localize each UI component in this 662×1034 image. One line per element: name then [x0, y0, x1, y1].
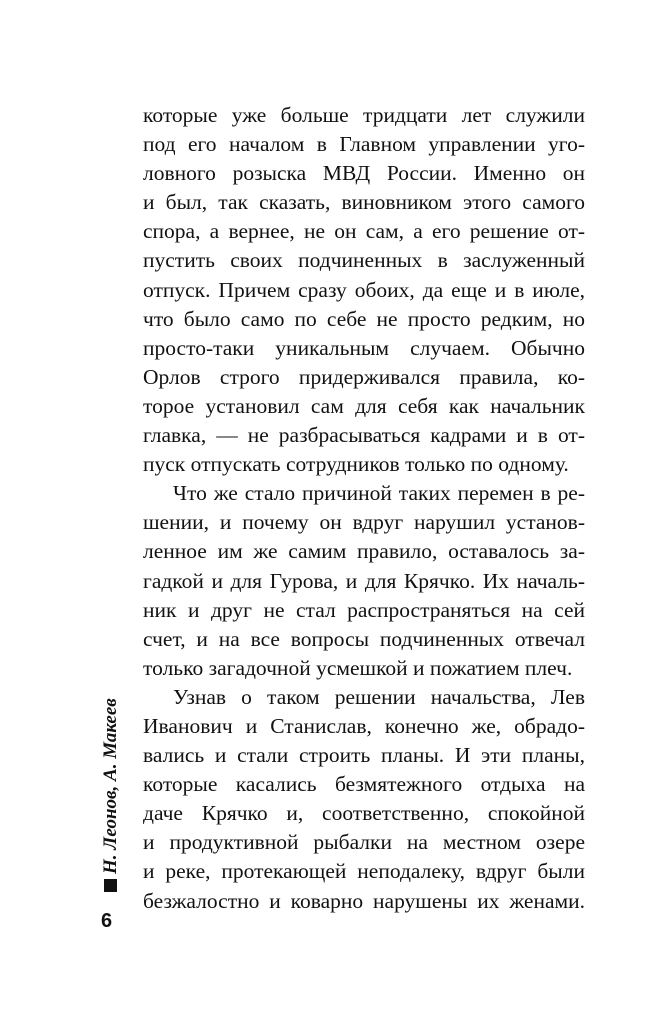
text-line: что было само по себе не просто редким, но	[143, 306, 585, 331]
text-line: под его началом в Главном управлении уго-	[143, 132, 585, 157]
text-line: гадкой и для Гурова, и для Крячко. Их началь-	[143, 568, 585, 593]
text-line: отпуск. Причем сразу обоих, да еще и в июле,	[143, 277, 585, 302]
text-line: ленное им же самим правило, оставалось за-	[143, 539, 585, 564]
text-line: даче Крячко и, соответственно, спокойной	[143, 801, 585, 826]
author-credit: Н. Леонов, А. Макеев	[100, 698, 121, 874]
text-line: которые касались безмятежного отдыха на	[143, 772, 585, 797]
text-line: и был, так сказать, виновником этого самого	[143, 190, 585, 215]
text-line: вались и стали строить планы. И эти планы,	[143, 743, 585, 768]
text-line: спора, а вернее, не он сам, а его решение от-	[143, 219, 585, 244]
paragraph-start-line: Что же стало причиной таких перемен в ре-	[173, 481, 585, 506]
text-line: шении, и почему он вдруг нарушил установ-	[143, 510, 585, 535]
text-line: и продуктивной рыбалки на местном озере	[143, 830, 585, 855]
text-line: которые уже больше тридцати лет служили	[143, 103, 585, 127]
text-line: Орлов строго придерживался правила, ко-	[143, 364, 585, 389]
paragraph-start-line: Узнав о таком решении начальства, Лев	[173, 684, 585, 709]
text-line: ник и друг не стал распространяться на сей	[143, 597, 585, 622]
text-line: торое установил сам для себя как начальник	[143, 393, 585, 418]
text-line: пуск отпускать сотрудников только по одному.	[143, 452, 569, 477]
text-line: просто-таки уникальным случаем. Обычно	[143, 335, 585, 360]
page-number: 6	[101, 910, 113, 932]
text-line: только загадочной усмешкой и пожатием плеч.	[143, 655, 573, 680]
body-text	[143, 101, 585, 916]
text-line: главка, — не разбрасываться кадрами и в от-	[143, 423, 585, 448]
text-line: счет, и на все вопросы подчиненных отвечал	[143, 626, 585, 651]
text-line: безжалостно и коварно нарушены их женами.	[143, 888, 585, 913]
section-marker	[104, 879, 117, 892]
text-line: Иванович и Станислав, конечно же, обрадо-	[143, 713, 585, 738]
text-line: и реке, протекающей неподалеку, вдруг были	[143, 859, 585, 884]
text-line: ловного розыска МВД России. Именно он	[143, 161, 585, 186]
text-line: пустить своих подчиненных в заслуженный	[143, 248, 585, 273]
